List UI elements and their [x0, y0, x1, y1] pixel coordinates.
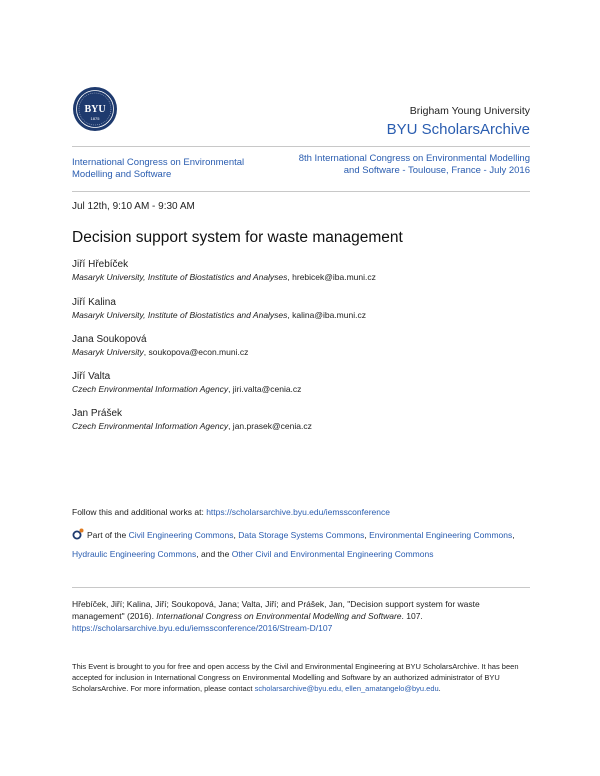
commons-link[interactable]: Data Storage Systems Commons [238, 530, 365, 540]
event-date: Jul 12th, 9:10 AM - 9:30 AM [72, 201, 195, 212]
citation-divider [72, 587, 530, 588]
citation: Hřebíček, Jiří; Kalina, Jiří; Soukopová, Jana; Valta, Jiří; and Prášek, Jan, "Decision support system for waste management" (2016). International Congress on Environmental Modelling and Software. 107. https://scholarsarchive.byu.edu/iemssconference/2016/Stream-D/107 [72, 599, 480, 633]
paper-title: Decision support system for waste management [72, 229, 403, 246]
citation-journal: International Congress on Environmental Modelling and Software [156, 611, 402, 621]
follow-line [72, 507, 390, 517]
author-affiliation: Czech Environmental Information Agency, jan.prasek@cenia.cz [72, 421, 312, 431]
author-affiliation: Masaryk University, soukopova@econ.muni.cz [72, 347, 249, 357]
author-entry [72, 333, 542, 358]
author-entry [72, 258, 542, 283]
commons-link[interactable]: Other Civil and Environmental Engineering Commons [231, 548, 434, 559]
commons-link[interactable]: Hydraulic Engineering Commons [72, 548, 197, 559]
author-name: Jana Soukopová [72, 334, 147, 345]
contact-email-link[interactable]: scholarsarchive@byu.edu, ellen_amatangelo@byu.edu [254, 684, 439, 693]
seal-year: 1875 [90, 116, 100, 121]
citation-url-link[interactable]: https://scholarsarchive.byu.edu/iemssconference/2016/Stream-D/107 [72, 623, 333, 633]
part-of-commons: Part of the Civil Engineering Commons, Data Storage Systems Commons, Environmental Engineering Commons, Hydraulic Engineering Commons, and the Other Civil and Environmental Engineering Commons [72, 530, 515, 559]
university-name: Brigham Young University [409, 105, 530, 117]
author-entry [72, 296, 542, 321]
author-name: Jiří Kalina [72, 297, 116, 308]
author-affiliation: Czech Environmental Information Agency, jiri.valta@cenia.cz [72, 384, 302, 394]
author-name: Jan Prášek [72, 408, 123, 419]
author-entry [72, 407, 542, 432]
commons-link[interactable]: Environmental Engineering Commons [369, 530, 513, 540]
seal-monogram: BYU [84, 104, 106, 115]
author-name: Jiří Hřebíček [72, 259, 129, 270]
author-affiliation: Masaryk University, Institute of Biostatistics and Analyses, kalina@iba.muni.cz [72, 310, 366, 320]
commons-link[interactable]: Civil Engineering Commons [128, 530, 234, 540]
byu-seal-logo [72, 86, 118, 132]
follow-text: Follow this and additional works at: [72, 507, 207, 517]
conference-series-link[interactable]: International Congress on Environmental Modelling and Software [72, 157, 245, 180]
archive-name-link[interactable]: BYU ScholarsArchive [386, 121, 530, 138]
header-divider [72, 146, 530, 147]
author-entry [72, 370, 542, 395]
author-affiliation: Masaryk University, Institute of Biostatistics and Analyses, hrebicek@iba.muni.cz [72, 272, 376, 282]
network-commons-icon [72, 528, 84, 540]
conference-event-link[interactable]: 8th International Congress on Environmental Modelling and Software - Toulouse, France - July 2016 [298, 153, 530, 176]
access-notice: This Event is brought to you for free and open access by the Civil and Environmental Engineering at BYU ScholarsArchive. It has been accepted for inclusion in International Congress on Environmental Modelling and Software by an authorized administrator of BYU ScholarsArchive. For more information, please contact scholarsarchive@byu.edu, ellen_amatangelo@byu.edu. [72, 662, 519, 693]
conference-divider [72, 191, 530, 192]
follow-link[interactable]: https://scholarsarchive.byu.edu/iemssconference [206, 507, 390, 517]
author-name: Jiří Valta [72, 371, 111, 382]
